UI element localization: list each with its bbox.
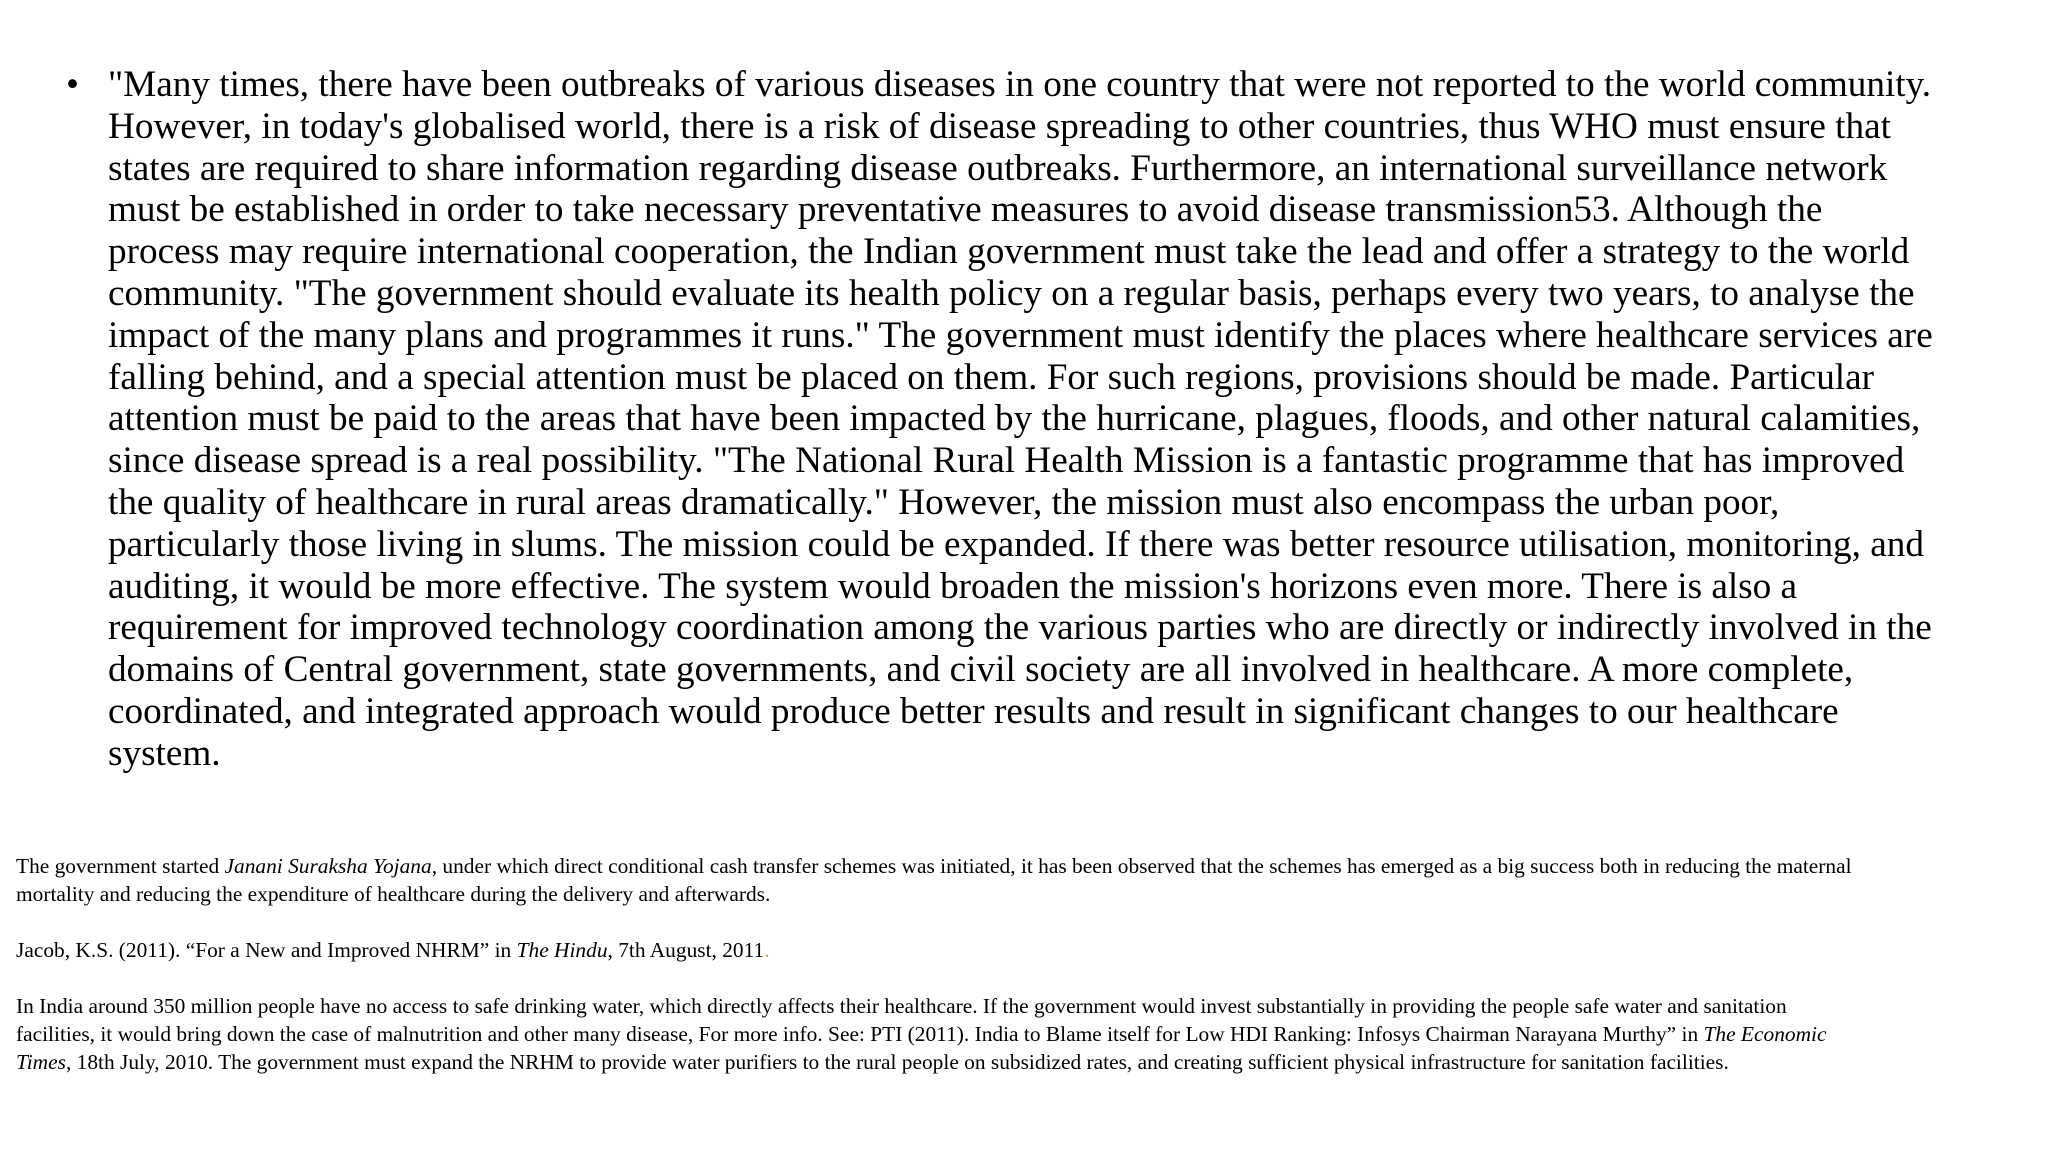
- bullet-line: community. "The government should evaluate its health policy on a regular basis, perhaps every two years, to analyse the: [108, 272, 1915, 314]
- footnote-line: [16, 852, 1852, 880]
- footnote-italic: Janani Suraksha Yojana: [224, 854, 432, 878]
- bullet-line: must be established in order to take necessary preventative measures to avoid disease transmission53. Although the: [108, 189, 1823, 231]
- footnote-italic: Times: [16, 1050, 66, 1074]
- bullet-line: requirement for improved technology coordination among the various parties who are directly or indirectly involved in the: [108, 607, 1932, 649]
- footnote-text: .: [764, 938, 770, 962]
- bullet-line: falling behind, and a special attention must be placed on them. For such regions, provisions should be made. Particular: [108, 356, 1875, 398]
- footnote-text: facilities, it would bring down the case of malnutrition and other many disease, For more info. See: PTI (2011). India to Blame itself for Low HDI Ranking: Infosys Chairman Narayana Murthy” in: [16, 1022, 1704, 1046]
- bullet-line: attention must be paid to the areas that have been impacted by the hurricane, plagues, floods, and other natural calamities,: [108, 398, 1921, 440]
- bullet-line: particularly those living in slums. The mission could be expanded. If there was better resource utilisation, monitoring, and: [108, 523, 1924, 565]
- footnote-text: , 7th August, 2011: [607, 938, 765, 962]
- footnote-text: , under which direct conditional cash transfer schemes was initiated, it has been observed that the schemes has emerged as a big success both in reducing the maternal: [431, 854, 1852, 878]
- bullet-line: domains of Central government, state governments, and civil society are all involved in healthcare. A more complete,: [108, 649, 1854, 691]
- footnote-jacob-citation: [16, 936, 770, 964]
- footnote-line: [16, 1048, 1826, 1076]
- footnote-text: The government started: [16, 854, 225, 878]
- footnote-text: Jacob, K.S. (2011). “For a New and Improved NHRM” in: [16, 938, 517, 962]
- bullet-line: coordinated, and integrated approach would produce better results and result in significant changes to our healthcare: [108, 690, 1839, 732]
- footnote-drinking-water: [16, 992, 1826, 1076]
- bullet-line: process may require international cooperation, the Indian government must take the lead and offer a strategy to the world: [108, 231, 1910, 273]
- bullet-line: since disease spread is a real possibility. "The National Rural Health Mission is a fantastic programme that has improved: [108, 440, 1905, 482]
- bullet-line: states are required to share information regarding disease outbreaks. Furthermore, an international surveillance network: [108, 147, 1888, 189]
- footnote-line: [16, 1020, 1826, 1048]
- bullet-marker-icon: •: [66, 64, 79, 105]
- footnote-text: , 18th July, 2010. The government must expand the NRHM to provide water purifiers to the rural people on subsidized rates, and creating sufficient physical infrastructure for sanitation facilities.: [65, 1050, 1729, 1074]
- bullet-line: However, in today's globalised world, there is a risk of disease spreading to other countries, thus WHO must ensure that: [108, 105, 1891, 147]
- bullet-line: system.: [108, 732, 221, 774]
- bullet-line: auditing, it would be more effective. The system would broaden the mission's horizons even more. There is also a: [108, 565, 1798, 607]
- footnote-janani-suraksha: [16, 852, 1852, 908]
- bullet-line: the quality of healthcare in rural areas dramatically." However, the mission must also encompass the urban poor,: [108, 481, 1780, 523]
- footnote-italic: The Hindu: [516, 938, 608, 962]
- footnote-line: [16, 936, 770, 964]
- footnote-line: In India around 350 million people have no access to safe drinking water, which directly affects their healthcare. If the government would invest substantially in providing the people safe water and sanitation: [16, 994, 1787, 1018]
- bullet-line: "Many times, there have been outbreaks of various diseases in one country that were not reported to the world community.: [108, 64, 1932, 105]
- footnote-line: mortality and reducing the expenditure of healthcare during the delivery and afterwards.: [16, 882, 771, 906]
- bullet-line: impact of the many plans and programmes it runs." The government must identify the places where healthcare services are: [108, 314, 1933, 356]
- bullet-text: [108, 64, 2018, 775]
- footnote-italic: The Economic: [1703, 1022, 1827, 1046]
- bullet-paragraph: [66, 64, 2026, 775]
